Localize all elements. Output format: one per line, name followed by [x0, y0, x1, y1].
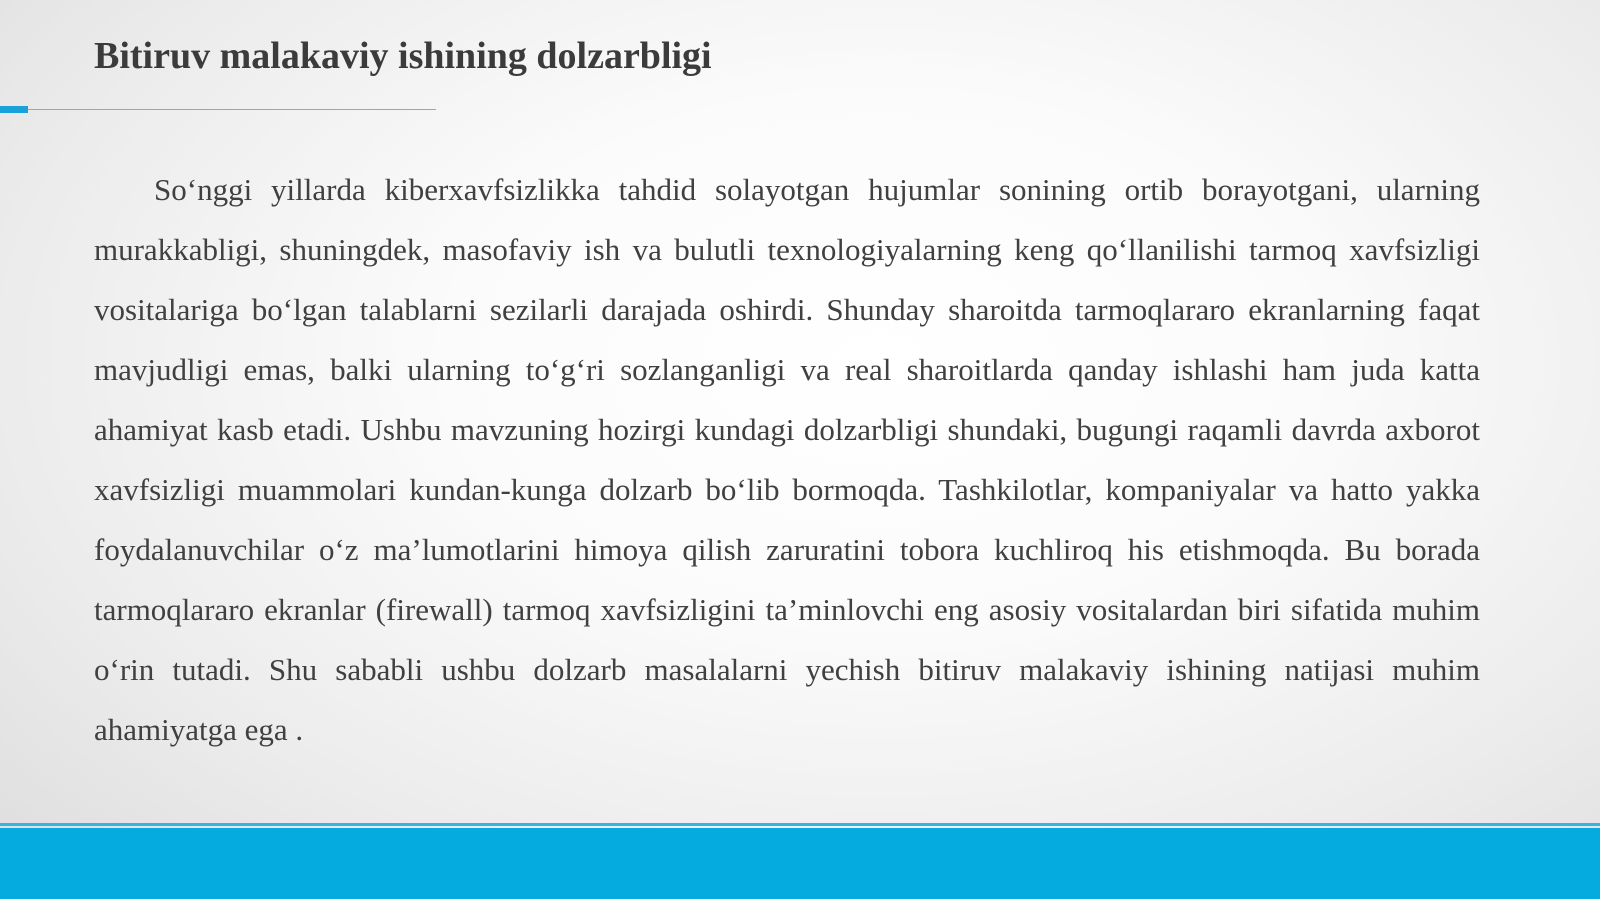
title-underline-accent — [0, 106, 28, 113]
slide-title: Bitiruv malakaviy ishining dolzarbligi — [94, 35, 712, 77]
title-underline-line — [28, 109, 436, 110]
title-underline — [0, 105, 436, 115]
body-paragraph: So‘nggi yillarda kiberxavfsizlikka tahdid solayotgan hujumlar sonining ortib borayotgani, ularning murakkabligi, shuningdek, masofaviy ish va bulutli texnologiyalarning keng qo‘llanilishi tarmoq xavfsizligi vositalariga bo‘lgan talablarni sezilarli darajada oshirdi. Shunday sharoitda tarmoqlararo ekranlarning faqat mavjudligi emas, balki ularning to‘g‘ri sozlanganligi va real sharoitlarda qanday ishlashi ham juda katta ahamiyat kasb etadi. Ushbu mavzuning hozirgi kundagi dolzarbligi shundaki, bugungi raqamli davrda axborot xavfsizligi muammolari kundan-kunga dolzarb bo‘lib bormoqda. Tashkilotlar, kompaniyalar va hatto yakka foydalanuvchilar o‘z ma’lumotlarini himoya qilish zaruratini tobora kuchliroq his etishmoqda. Bu borada tarmoqlararo ekranlar (firewall) tarmoq xavfsizligini ta’minlovchi eng asosiy vositalardan biri sifatida muhim o‘rin tutadi. Shu sababli ushbu dolzarb masalalarni yechish bitiruv malakaviy ishining natijasi muhim ahamiyatga ega . — [94, 172, 1480, 747]
footer-divider — [0, 823, 1600, 826]
footer-band — [0, 828, 1600, 899]
